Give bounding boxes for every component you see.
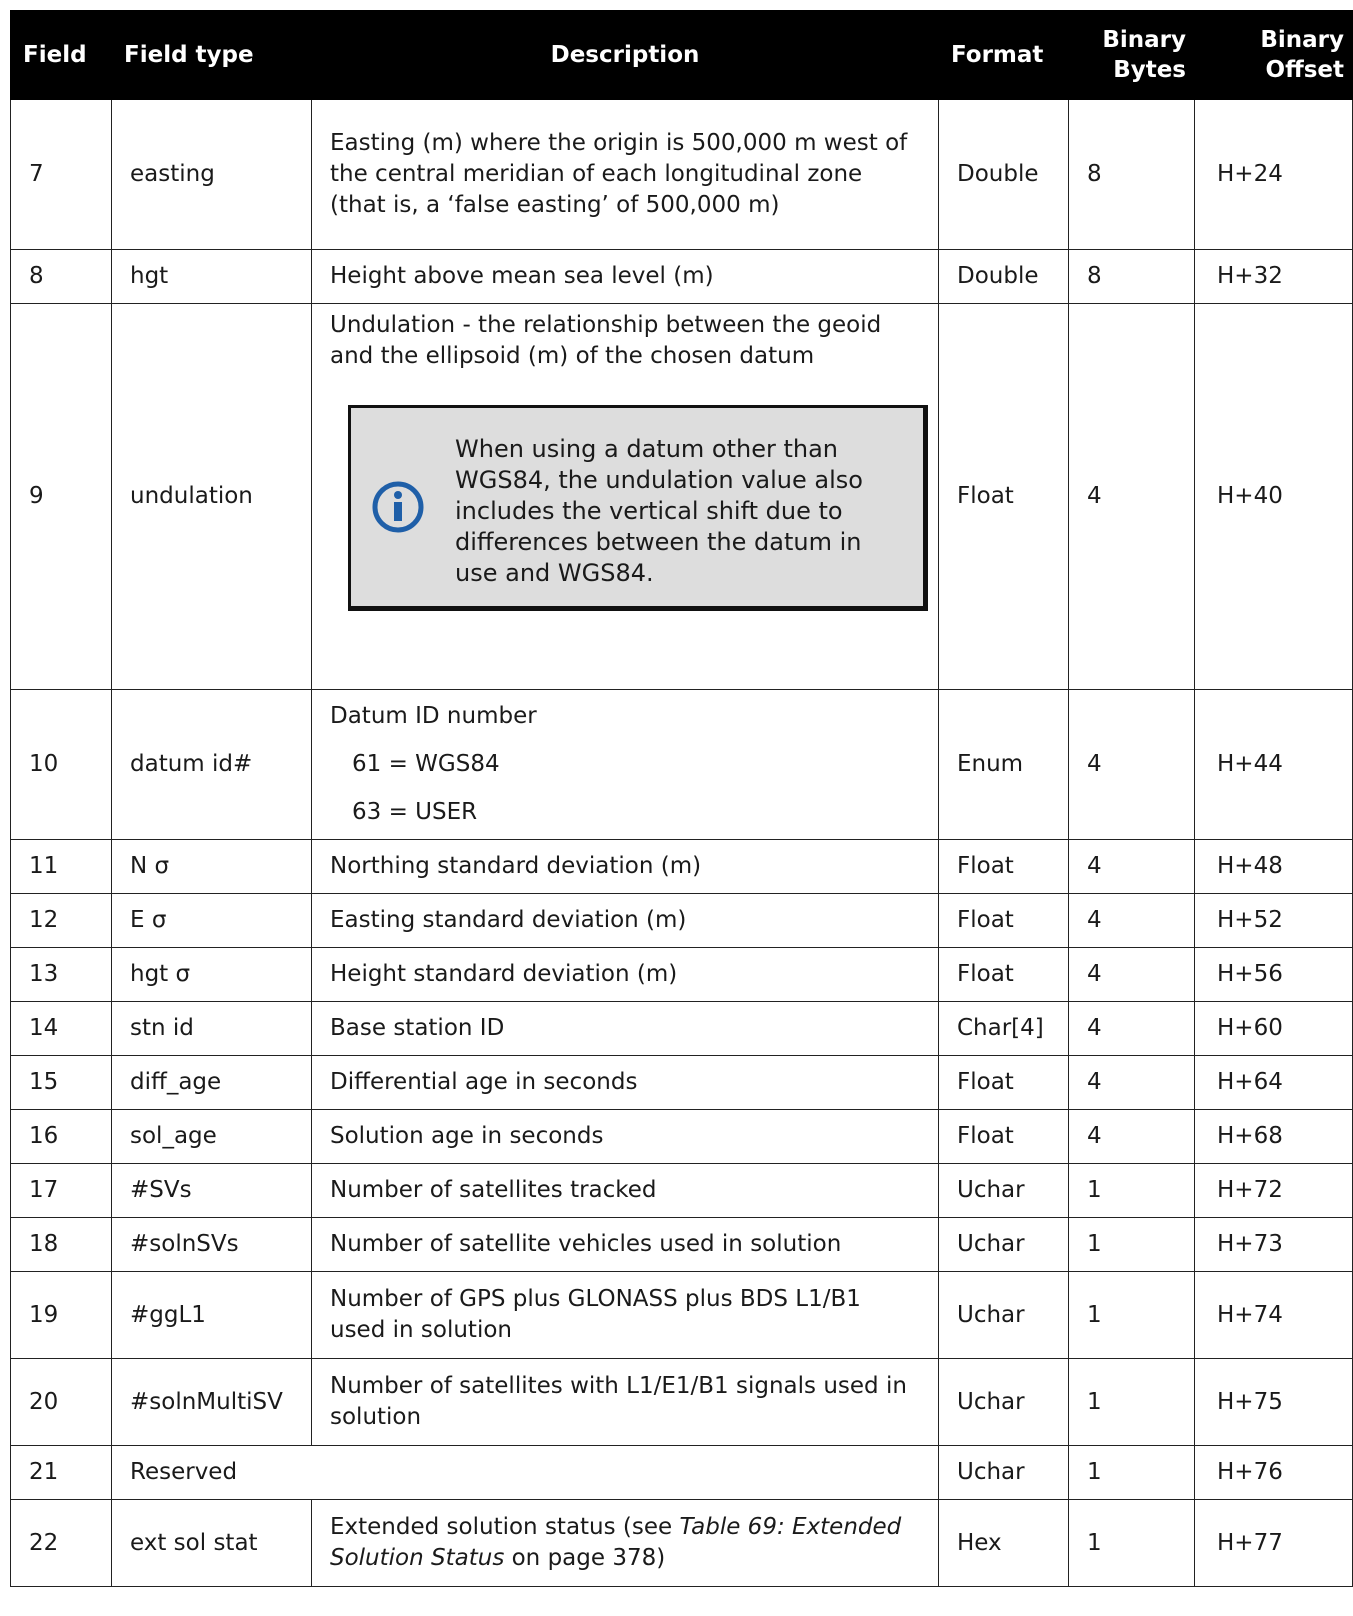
cell-field: 9: [11, 304, 112, 690]
cell-description: Differential age in seconds: [312, 1056, 939, 1110]
cell-description: Height standard deviation (m): [312, 948, 939, 1002]
cell-field: 8: [11, 250, 112, 304]
cell-description: Northing standard deviation (m): [312, 840, 939, 894]
header-field: Field: [11, 11, 112, 100]
cell-offset: H+48: [1195, 840, 1353, 894]
cell-description: Number of GPS plus GLONASS plus BDS L1/B1 used in solution: [312, 1272, 939, 1359]
cell-format: Double: [939, 250, 1069, 304]
cell-description: Number of satellite vehicles used in solution: [312, 1218, 939, 1272]
cell-field-type: N σ: [112, 840, 312, 894]
header-binary-bytes-line1: Binary: [1102, 27, 1186, 53]
cell-bytes: 1: [1069, 1218, 1195, 1272]
cell-description: Number of satellites tracked: [312, 1164, 939, 1218]
cell-field: 11: [11, 840, 112, 894]
cell-field-type: #solnSVs: [112, 1218, 312, 1272]
cell-format: Float: [939, 304, 1069, 690]
cell-offset: H+56: [1195, 948, 1353, 1002]
cell-field-type: ext sol stat: [112, 1500, 312, 1587]
cell-field-type: Reserved: [112, 1446, 939, 1500]
table-row: [11, 1359, 1353, 1446]
cell-offset: H+24: [1195, 100, 1353, 250]
cell-format: Float: [939, 840, 1069, 894]
cell-field-type: #SVs: [112, 1164, 312, 1218]
table-row: [11, 840, 1353, 894]
undulation-description: Undulation - the relationship between the geoid and the ellipsoid (m) of the chosen datum: [330, 312, 882, 369]
cell-field: 20: [11, 1359, 112, 1446]
cell-format: Float: [939, 894, 1069, 948]
cell-field: 12: [11, 894, 112, 948]
cell-field-type: E σ: [112, 894, 312, 948]
cell-bytes: 4: [1069, 948, 1195, 1002]
table-row: [11, 304, 1353, 690]
cell-bytes: 4: [1069, 690, 1195, 840]
cell-offset: H+44: [1195, 690, 1353, 840]
header-binary-offset-line2: Offset: [1265, 57, 1344, 83]
table-row: [11, 690, 1353, 840]
description-suffix: on page 378): [504, 1545, 666, 1571]
cell-format: Float: [939, 948, 1069, 1002]
enum-title: Datum ID number: [330, 703, 537, 729]
cell-field-type: undulation: [112, 304, 312, 690]
cell-field: 18: [11, 1218, 112, 1272]
table-row: [11, 948, 1353, 1002]
cell-field: 7: [11, 100, 112, 250]
cell-field: 10: [11, 690, 112, 840]
cell-offset: H+74: [1195, 1272, 1353, 1359]
cell-bytes: 1: [1069, 1446, 1195, 1500]
table-row: [11, 894, 1353, 948]
header-binary-bytes: [1069, 11, 1195, 100]
header-binary-bytes-line2: Bytes: [1113, 57, 1186, 83]
cell-field: 17: [11, 1164, 112, 1218]
cell-format: Hex: [939, 1500, 1069, 1587]
cell-description: Height above mean sea level (m): [312, 250, 939, 304]
table-row: [11, 1056, 1353, 1110]
table-row: [11, 100, 1353, 250]
cell-offset: H+75: [1195, 1359, 1353, 1446]
info-note: [348, 405, 928, 611]
cell-format: Uchar: [939, 1218, 1069, 1272]
cell-offset: H+52: [1195, 894, 1353, 948]
header-field-type: Field type: [112, 11, 312, 100]
enum-value: 63 = USER: [352, 799, 478, 825]
cell-field: 19: [11, 1272, 112, 1359]
header-binary-offset: [1195, 11, 1353, 100]
cell-offset: H+76: [1195, 1446, 1353, 1500]
cell-format: Uchar: [939, 1359, 1069, 1446]
table-row: [11, 1110, 1353, 1164]
table-reference-link[interactable]: Table 69: Extended Solution Status: [330, 1514, 902, 1571]
cell-field-type: easting: [112, 100, 312, 250]
cell-bytes: 1: [1069, 1164, 1195, 1218]
cell-offset: H+77: [1195, 1500, 1353, 1587]
info-note-text: When using a datum other than WGS84, the undulation value also includes the vertical shift due to differences between the datum in use and WGS84.: [455, 435, 863, 587]
enum-value: 61 = WGS84: [352, 751, 500, 777]
cell-offset: H+68: [1195, 1110, 1353, 1164]
cell-bytes: 4: [1069, 840, 1195, 894]
cell-bytes: 1: [1069, 1272, 1195, 1359]
header-description: Description: [312, 11, 939, 100]
cell-format: Float: [939, 1110, 1069, 1164]
cell-bytes: 4: [1069, 894, 1195, 948]
cell-field-type: datum id#: [112, 690, 312, 840]
table-row: [11, 1164, 1353, 1218]
table-row: [11, 1500, 1353, 1587]
cell-bytes: 4: [1069, 1110, 1195, 1164]
header-format: Format: [939, 11, 1069, 100]
cell-field-type: stn id: [112, 1002, 312, 1056]
cell-field-type: diff_age: [112, 1056, 312, 1110]
cell-field-type: #ggL1: [112, 1272, 312, 1359]
description-prefix: Extended solution status (see: [330, 1514, 680, 1540]
cell-field: 14: [11, 1002, 112, 1056]
cell-description: Solution age in seconds: [312, 1110, 939, 1164]
table-row: [11, 1218, 1353, 1272]
cell-format: Float: [939, 1056, 1069, 1110]
cell-offset: H+40: [1195, 304, 1353, 690]
cell-format: Char[4]: [939, 1002, 1069, 1056]
field-table: [10, 10, 1353, 1587]
table-row: [11, 1446, 1353, 1500]
cell-description: Base station ID: [312, 1002, 939, 1056]
cell-field: 22: [11, 1500, 112, 1587]
table-header-row: [11, 11, 1353, 100]
cell-description: Number of satellites with L1/E1/B1 signals used in solution: [312, 1359, 939, 1446]
cell-description: [312, 1500, 939, 1587]
cell-format: Uchar: [939, 1446, 1069, 1500]
cell-field: 16: [11, 1110, 112, 1164]
header-binary-offset-line1: Binary: [1260, 27, 1344, 53]
cell-field: 13: [11, 948, 112, 1002]
cell-offset: H+60: [1195, 1002, 1353, 1056]
cell-description: Easting (m) where the origin is 500,000 m west of the central meridian of each longitudinal zone (that is, a ‘false easting’ of 500,000 m): [312, 100, 939, 250]
cell-offset: H+64: [1195, 1056, 1353, 1110]
cell-description: [312, 304, 939, 690]
cell-field-type: hgt σ: [112, 948, 312, 1002]
cell-format: Uchar: [939, 1164, 1069, 1218]
cell-format: Uchar: [939, 1272, 1069, 1359]
cell-bytes: 8: [1069, 100, 1195, 250]
cell-format: Double: [939, 100, 1069, 250]
cell-offset: H+32: [1195, 250, 1353, 304]
cell-description: [312, 690, 939, 840]
cell-field-type: sol_age: [112, 1110, 312, 1164]
cell-field: 21: [11, 1446, 112, 1500]
cell-bytes: 8: [1069, 250, 1195, 304]
cell-field-type: hgt: [112, 250, 312, 304]
cell-bytes: 4: [1069, 1056, 1195, 1110]
cell-format: Enum: [939, 690, 1069, 840]
info-icon: [371, 480, 425, 534]
cell-field: 15: [11, 1056, 112, 1110]
cell-field-type: #solnMultiSV: [112, 1359, 312, 1446]
cell-bytes: 4: [1069, 1002, 1195, 1056]
table-row: [11, 1272, 1353, 1359]
cell-bytes: 1: [1069, 1359, 1195, 1446]
table-row: [11, 250, 1353, 304]
table-row: [11, 1002, 1353, 1056]
cell-bytes: 1: [1069, 1500, 1195, 1587]
cell-description: Easting standard deviation (m): [312, 894, 939, 948]
cell-bytes: 4: [1069, 304, 1195, 690]
cell-offset: H+72: [1195, 1164, 1353, 1218]
cell-offset: H+73: [1195, 1218, 1353, 1272]
